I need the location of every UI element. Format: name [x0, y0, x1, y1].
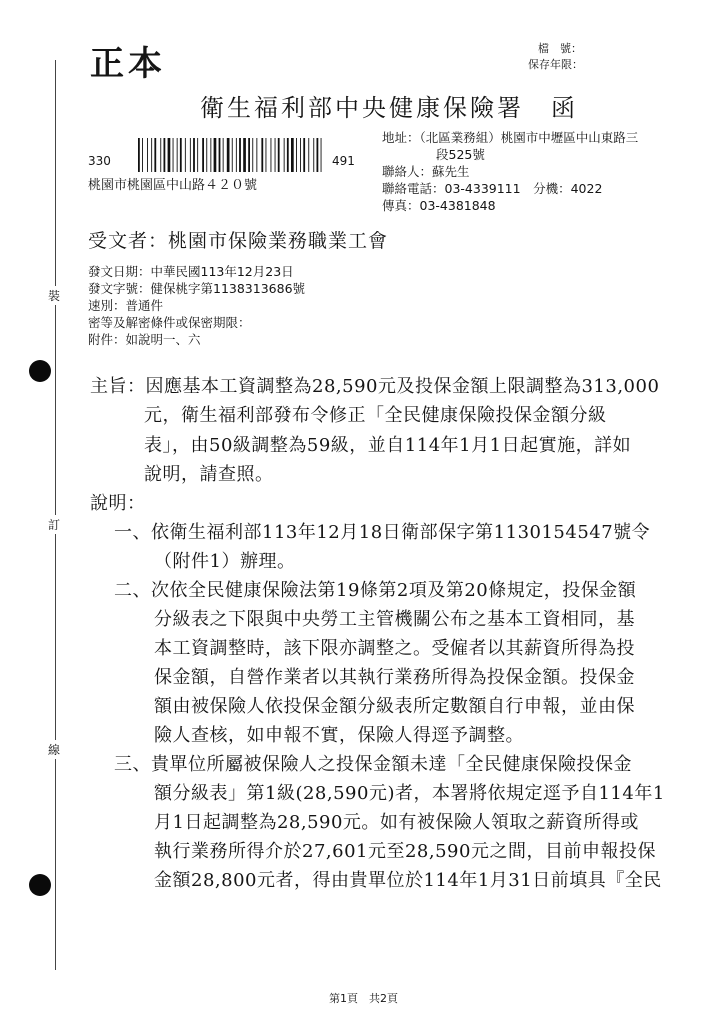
subject-line: 元，衛生福利部發布令修正「全民健康保險投保金額分級 [144, 405, 607, 426]
barcode-bar [287, 138, 289, 172]
mail-address: 桃園市桃園區中山路４２０號 [88, 178, 258, 193]
sender-address: 地址：（北區業務組）桃園市中壢區中山東路三 [382, 130, 639, 145]
agency-title: 衛生福利部中央健康保險署 函 [200, 94, 578, 122]
barcode-bar [303, 138, 305, 172]
delivery-speed: 速別：普通件 [88, 298, 164, 313]
barcode-bar [239, 138, 241, 172]
barcode-bar [308, 138, 309, 172]
item-line: 保金額，自營作業者以其執行業務所得為投保金額。投保金 [154, 667, 635, 688]
binding-mark-top: 裝 [48, 286, 60, 305]
mail-zip: 330 [88, 154, 111, 168]
barcode-bar [284, 138, 285, 172]
copy-mark: 正本 [90, 44, 166, 84]
item-line: 執行業務所得介於27,601元至28,590元之間，目前申報投保 [154, 841, 656, 862]
file-number-label: 檔 號： [538, 42, 582, 55]
binding-mark-bottom: 線 [48, 740, 60, 759]
sender-address-cont: 段525號 [436, 147, 485, 162]
subject-line: 表」，由50級調整為59級，並自114年1月1日起實施，詳如 [144, 435, 632, 456]
item-line: （附件1）辦理。 [154, 551, 296, 572]
item-line: 金額28,800元者，得由貴單位於114年1月31日前填具『全民 [154, 870, 662, 891]
issue-number: 發文字號：健保桃字第1138313686號 [88, 281, 306, 296]
barcode-bar [202, 138, 204, 172]
punch-hole-top [29, 360, 51, 382]
item-line: 二、次依全民健康保險法第19條第2項及第20條規定，投保金額 [114, 580, 637, 601]
sender-contact: 聯絡人：蘇先生 [382, 164, 470, 179]
subject-line: 主旨：因應基本工資調整為28,590元及投保金額上限調整為313,000 [90, 376, 660, 397]
barcode-bar [256, 138, 257, 172]
barcode-bar [164, 138, 166, 172]
barcode-bar [223, 138, 224, 172]
barcode-bar [214, 138, 217, 172]
item-line: 三、貴單位所屬被保險人之投保金額未達「全民健康保險投保金 [114, 754, 632, 775]
barcode-bar [160, 138, 161, 172]
sender-phone: 聯絡電話：03-4339111 分機：4022 [382, 181, 603, 196]
barcode-bar [275, 138, 276, 172]
mail-code-suffix: 491 [332, 154, 355, 168]
barcode-bar [168, 138, 171, 172]
binding-mark-mid: 訂 [48, 515, 60, 534]
item-line: 一、依衛生福利部113年12月18日衛部保字第1130154547號令 [114, 522, 651, 543]
item-line: 月1日起調整為28,590元。如有被保險人領取之薪資所得或 [154, 812, 639, 833]
confidentiality: 密等及解密條件或保密期限： [88, 315, 251, 330]
barcode-bar [177, 138, 178, 172]
item-line: 本工資調整時，該下限亦調整之。受僱者以其薪資所得為投 [154, 638, 635, 659]
item-line: 分級表之下限與中央勞工主管機關公布之基本工資相同，基 [154, 609, 635, 630]
barcode-bar [236, 138, 237, 172]
barcode-bar [210, 138, 211, 172]
barcode-bar [173, 138, 174, 172]
barcode-bar [248, 138, 250, 172]
barcode-bar [261, 138, 263, 172]
barcode-bar [252, 138, 253, 172]
barcode-bar [291, 138, 294, 172]
barcode-bar [232, 138, 233, 172]
subject-line: 說明，請查照。 [144, 464, 274, 485]
item-line: 險人查核，如申報不實，保險人得逕予調整。 [154, 725, 524, 746]
barcode-bar [243, 138, 246, 172]
item-line: 額由被保險人依投保金額分級表所定數額自行申報，並由保 [154, 696, 635, 717]
item-line: 額分級表」第1級(28,590元)者，本署將依規定逕予自114年1 [154, 783, 665, 804]
barcode-bar [154, 138, 156, 172]
barcode-bar [147, 138, 148, 172]
issue-date: 發文日期：中華民國113年12月23日 [88, 264, 294, 279]
barcode-bar [321, 138, 322, 172]
barcode-bar [317, 138, 319, 172]
attachment: 附件：如說明一、六 [88, 332, 201, 347]
barcode-bar [266, 138, 267, 172]
punch-hole-bottom [29, 874, 51, 896]
barcode-bar [185, 138, 186, 172]
barcode-bar [296, 138, 297, 172]
sender-fax: 傳真：03-4381848 [382, 198, 496, 213]
barcode-bar [180, 138, 182, 172]
barcode-bar [313, 138, 314, 172]
barcode-bar [142, 138, 143, 172]
page-footer: 第1頁 共2頁 [329, 992, 398, 1005]
barcode-bar [138, 138, 140, 172]
barcode-bar [206, 138, 207, 172]
barcode-bar [219, 138, 221, 172]
barcode-bar [193, 138, 195, 172]
recipient: 受文者：桃園市保險業務職業工會 [88, 230, 389, 252]
barcode-bar [227, 138, 230, 172]
barcode-bar [151, 138, 152, 172]
retention-period-label: 保存年限： [528, 58, 583, 71]
barcode-bar [197, 138, 198, 172]
postal-barcode [138, 138, 324, 172]
barcode-bar [190, 138, 191, 172]
barcode-bar [271, 138, 272, 172]
barcode-bar [278, 138, 280, 172]
explanation-heading: 說明： [90, 493, 146, 514]
barcode-bar [300, 138, 301, 172]
